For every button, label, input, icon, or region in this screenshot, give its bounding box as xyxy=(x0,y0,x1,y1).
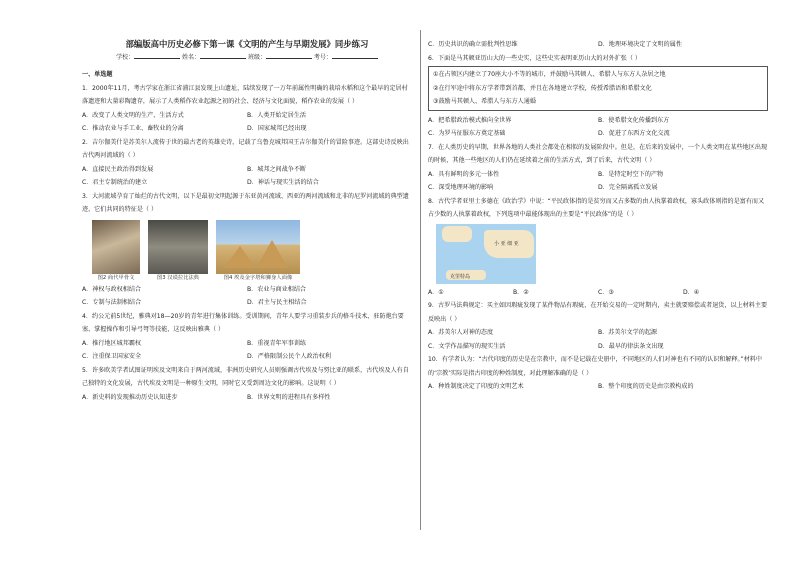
option[interactable]: C．为罗马征服东方奠定基础 xyxy=(428,130,506,137)
option[interactable]: A．新史料的发现推动历史认知进步 xyxy=(82,393,178,401)
option[interactable]: A．推行地区城邦霸权 xyxy=(82,339,142,347)
school-label: 学校： xyxy=(116,54,135,61)
hammurabi-stele-image xyxy=(148,220,208,274)
figure-caption: 图4 埃及金字塔和狮身人面像 xyxy=(223,274,293,281)
option[interactable]: D．完全隔离孤立发展 xyxy=(598,184,658,191)
question-9-options xyxy=(428,326,768,353)
section-heading: 一、单选题 xyxy=(82,71,113,78)
option[interactable]: B．是特定时空下的产物 xyxy=(598,170,664,178)
question-10-options xyxy=(428,380,768,394)
oracle-bone-image xyxy=(92,220,140,274)
option[interactable]: A．改变了人类文明的生产、生活方式 xyxy=(82,111,184,119)
option[interactable]: C．注重保卫国家安全 xyxy=(82,353,142,360)
right-column xyxy=(428,38,768,394)
question-10: 10．有学者认为：“古代印度的历史是在宗教中，而不是记载在史册中，不同地区的人们对神也有不同的认识和解释。”材料中的‘宗教’实际是指古印度的种姓制度，对此理解准确的是（ ） xyxy=(428,356,762,377)
option[interactable]: B．② xyxy=(513,288,529,296)
map-label-crete: 克里特岛 xyxy=(450,273,471,280)
map-label-asia-minor: 小 亚 细 亚 xyxy=(494,240,519,247)
question-8: 8．古代学者亚里士多德在《政治学》中说：“平民政体指的是贫穷而又占多数的由人执掌着政权，寡头政体则指的是富有而又占少数的人执掌着政权，下列选项中最能体现出的主要是“平民政体”的是（ ） xyxy=(428,197,765,218)
class-label: 班级： xyxy=(247,54,266,61)
material-item: ②在行军途中将东方学者带到首都，并且在各地建立学校，传授希腊语和希腊文化 xyxy=(433,84,652,92)
option[interactable]: C．历史共识的确立需批判性思维 xyxy=(428,41,518,48)
figure-caption: 图2 商代甲骨文 xyxy=(97,274,135,281)
option[interactable]: C．君主专制统治的建立 xyxy=(82,179,148,186)
option[interactable]: D．君主与民主相结合 xyxy=(247,299,307,306)
option[interactable]: B．苏美尔文学的起源 xyxy=(598,329,658,336)
figure-caption: 图3 汉谟拉比法典 xyxy=(156,274,200,281)
material-item: ①在占领区内建立了70座大小不等的城市，并鼓励马其顿人、希腊人与东方人杂居之地 xyxy=(433,71,666,78)
option[interactable]: D．最早的律法条文出现 xyxy=(598,342,664,350)
option[interactable]: D．④ xyxy=(683,288,700,296)
question-8-options xyxy=(428,286,768,300)
option[interactable]: A．神权与政权相结合 xyxy=(82,285,142,293)
option[interactable]: A．苏美尔人对神的态度 xyxy=(428,329,494,336)
question-2-options xyxy=(82,163,412,190)
greece-map xyxy=(436,224,536,284)
greece-mainland xyxy=(442,226,472,242)
option[interactable]: B．重视青年军事训练 xyxy=(247,339,307,347)
option[interactable]: D．国家城邦已经出现 xyxy=(247,125,307,132)
question-1: 1．2000年11月，考古学家在浙江省浦江县发现上山遗址，陆续发现了一万年前属性明确的栽培水稻和这个最早的定居村落遗迹和大量彩陶遗存，展示了人类稻作农业起源之初的社会、经济与文化面貌，稻作农业的发展（ ） xyxy=(82,84,408,105)
column-divider xyxy=(420,30,421,530)
question-5: 5．许多欧美学者试图证明埃及文明来自于两河流域，非洲历史研究人员则强调古代埃及与努比亚的联系，古代埃及人有自己独特的文化发展，古代埃及文明是一种原生文明，同时它又受到周边文化的影响。这说明（ ） xyxy=(82,366,409,387)
question-3-options xyxy=(82,283,412,310)
option[interactable]: B．使希腊文化传播到东方 xyxy=(598,116,670,124)
exam-no-field[interactable] xyxy=(332,51,378,59)
question-5-options xyxy=(82,391,412,405)
option[interactable]: C．深受地理环境的影响 xyxy=(428,184,494,191)
option[interactable]: D．严格限制公民个人政治权利 xyxy=(247,353,331,360)
option[interactable]: A．① xyxy=(428,288,444,296)
question-3-figures xyxy=(92,220,412,283)
question-2: 2．吉尔伽美什是苏美尔人流传于世的最古老的英雄史诗，记载了乌鲁克城邦国王吉尔伽美什的冒险事迹。这部史诗反映出古代两河流域的（ ） xyxy=(82,138,409,159)
option[interactable]: B．农业与商业相结合 xyxy=(247,285,307,293)
option[interactable]: D．促进了东西方文化交流 xyxy=(598,130,670,137)
school-field[interactable] xyxy=(134,51,180,59)
option[interactable]: A．直接民主政治得到发展 xyxy=(82,165,154,173)
option[interactable]: C．文学作品描写的现实生活 xyxy=(428,342,506,350)
option[interactable]: C．专制与法制相结合 xyxy=(82,299,142,306)
pyramids-image xyxy=(216,220,300,274)
name-label: 姓名： xyxy=(182,54,201,61)
page-title: 部编版高中历史必修下第一课《文明的产生与早期发展》同步练习 xyxy=(125,39,369,49)
figure-code-of-hammurabi xyxy=(148,220,208,283)
exam-no-label: 考号： xyxy=(313,54,332,61)
figure-oracle-bones xyxy=(92,220,140,283)
question-7-options xyxy=(428,168,768,195)
option[interactable]: A．种姓制度决定了印度的文明艺术 xyxy=(428,383,524,390)
option[interactable]: B．世界文明的进程具有多样性 xyxy=(247,393,331,401)
option[interactable]: D．神话与现实生活的结合 xyxy=(247,179,319,186)
question-4-options xyxy=(82,337,412,364)
option[interactable]: B．人类开始定居生活 xyxy=(247,111,307,119)
left-column xyxy=(82,38,412,404)
student-info-line xyxy=(82,51,412,64)
material-item: ③鼓励马其顿人、希腊人与东方人通婚 xyxy=(433,98,536,105)
option[interactable]: A．把希腊政治模式推向全世界 xyxy=(428,116,512,124)
question-1-options xyxy=(82,109,412,136)
name-field[interactable] xyxy=(200,51,246,59)
question-9: 9．古罗马法典规定：买主如因瑕疵发现了某件物品有瑕疵，在开始交易的一定时期内，卖主就要赔偿或者退货，以上材料主要反映出（ ） xyxy=(428,302,768,323)
question-5-options-continued xyxy=(428,38,768,52)
question-6-material-box xyxy=(428,66,768,111)
option[interactable]: B．城邦之间战争不断 xyxy=(247,165,307,173)
question-3: 3．大河流域孕育了灿烂的古代文明，以下是最初文明起源于东亚黄河流域、西亚的两河流域和北非的尼罗河流域的典型遗迹，它们共同的特征是（ ） xyxy=(82,192,409,213)
option[interactable]: B．整个印度的历史是由宗教构成的 xyxy=(598,383,694,390)
figure-pyramids xyxy=(216,220,300,283)
option[interactable]: C．推动农业与手工业、畜牧业的分离 xyxy=(82,125,184,132)
option[interactable]: C．③ xyxy=(598,288,614,296)
question-6-options xyxy=(428,114,768,141)
class-field[interactable] xyxy=(266,51,312,59)
option[interactable]: A．具有鲜明的多元一体性 xyxy=(428,170,500,178)
option[interactable]: D．地理环境决定了文明的属性 xyxy=(598,41,682,48)
question-6: 6．下面是马其顿亚历山大的一些史实，这些史实表明亚历山大的对外扩张（ ） xyxy=(428,54,642,62)
question-4: 4．约公元前5世纪，雅典对18—20岁的青年进行集体训练。受训期间，青年人要学习重装步兵的格斗技术、驻防炮台要塞、掌握操作和引导弓弩等技能，这反映出雅典（ ） xyxy=(82,312,404,333)
question-7: 7．在人类历史的早期，世界各地的人类社会都处在相似的发展阶段中。但是，在后来的发展中，一个人类文明在某些地区出现的时候，其他一些地区的人们仍在延续着之前的生活方式，到了后来，古代文明（ ） xyxy=(428,143,768,164)
